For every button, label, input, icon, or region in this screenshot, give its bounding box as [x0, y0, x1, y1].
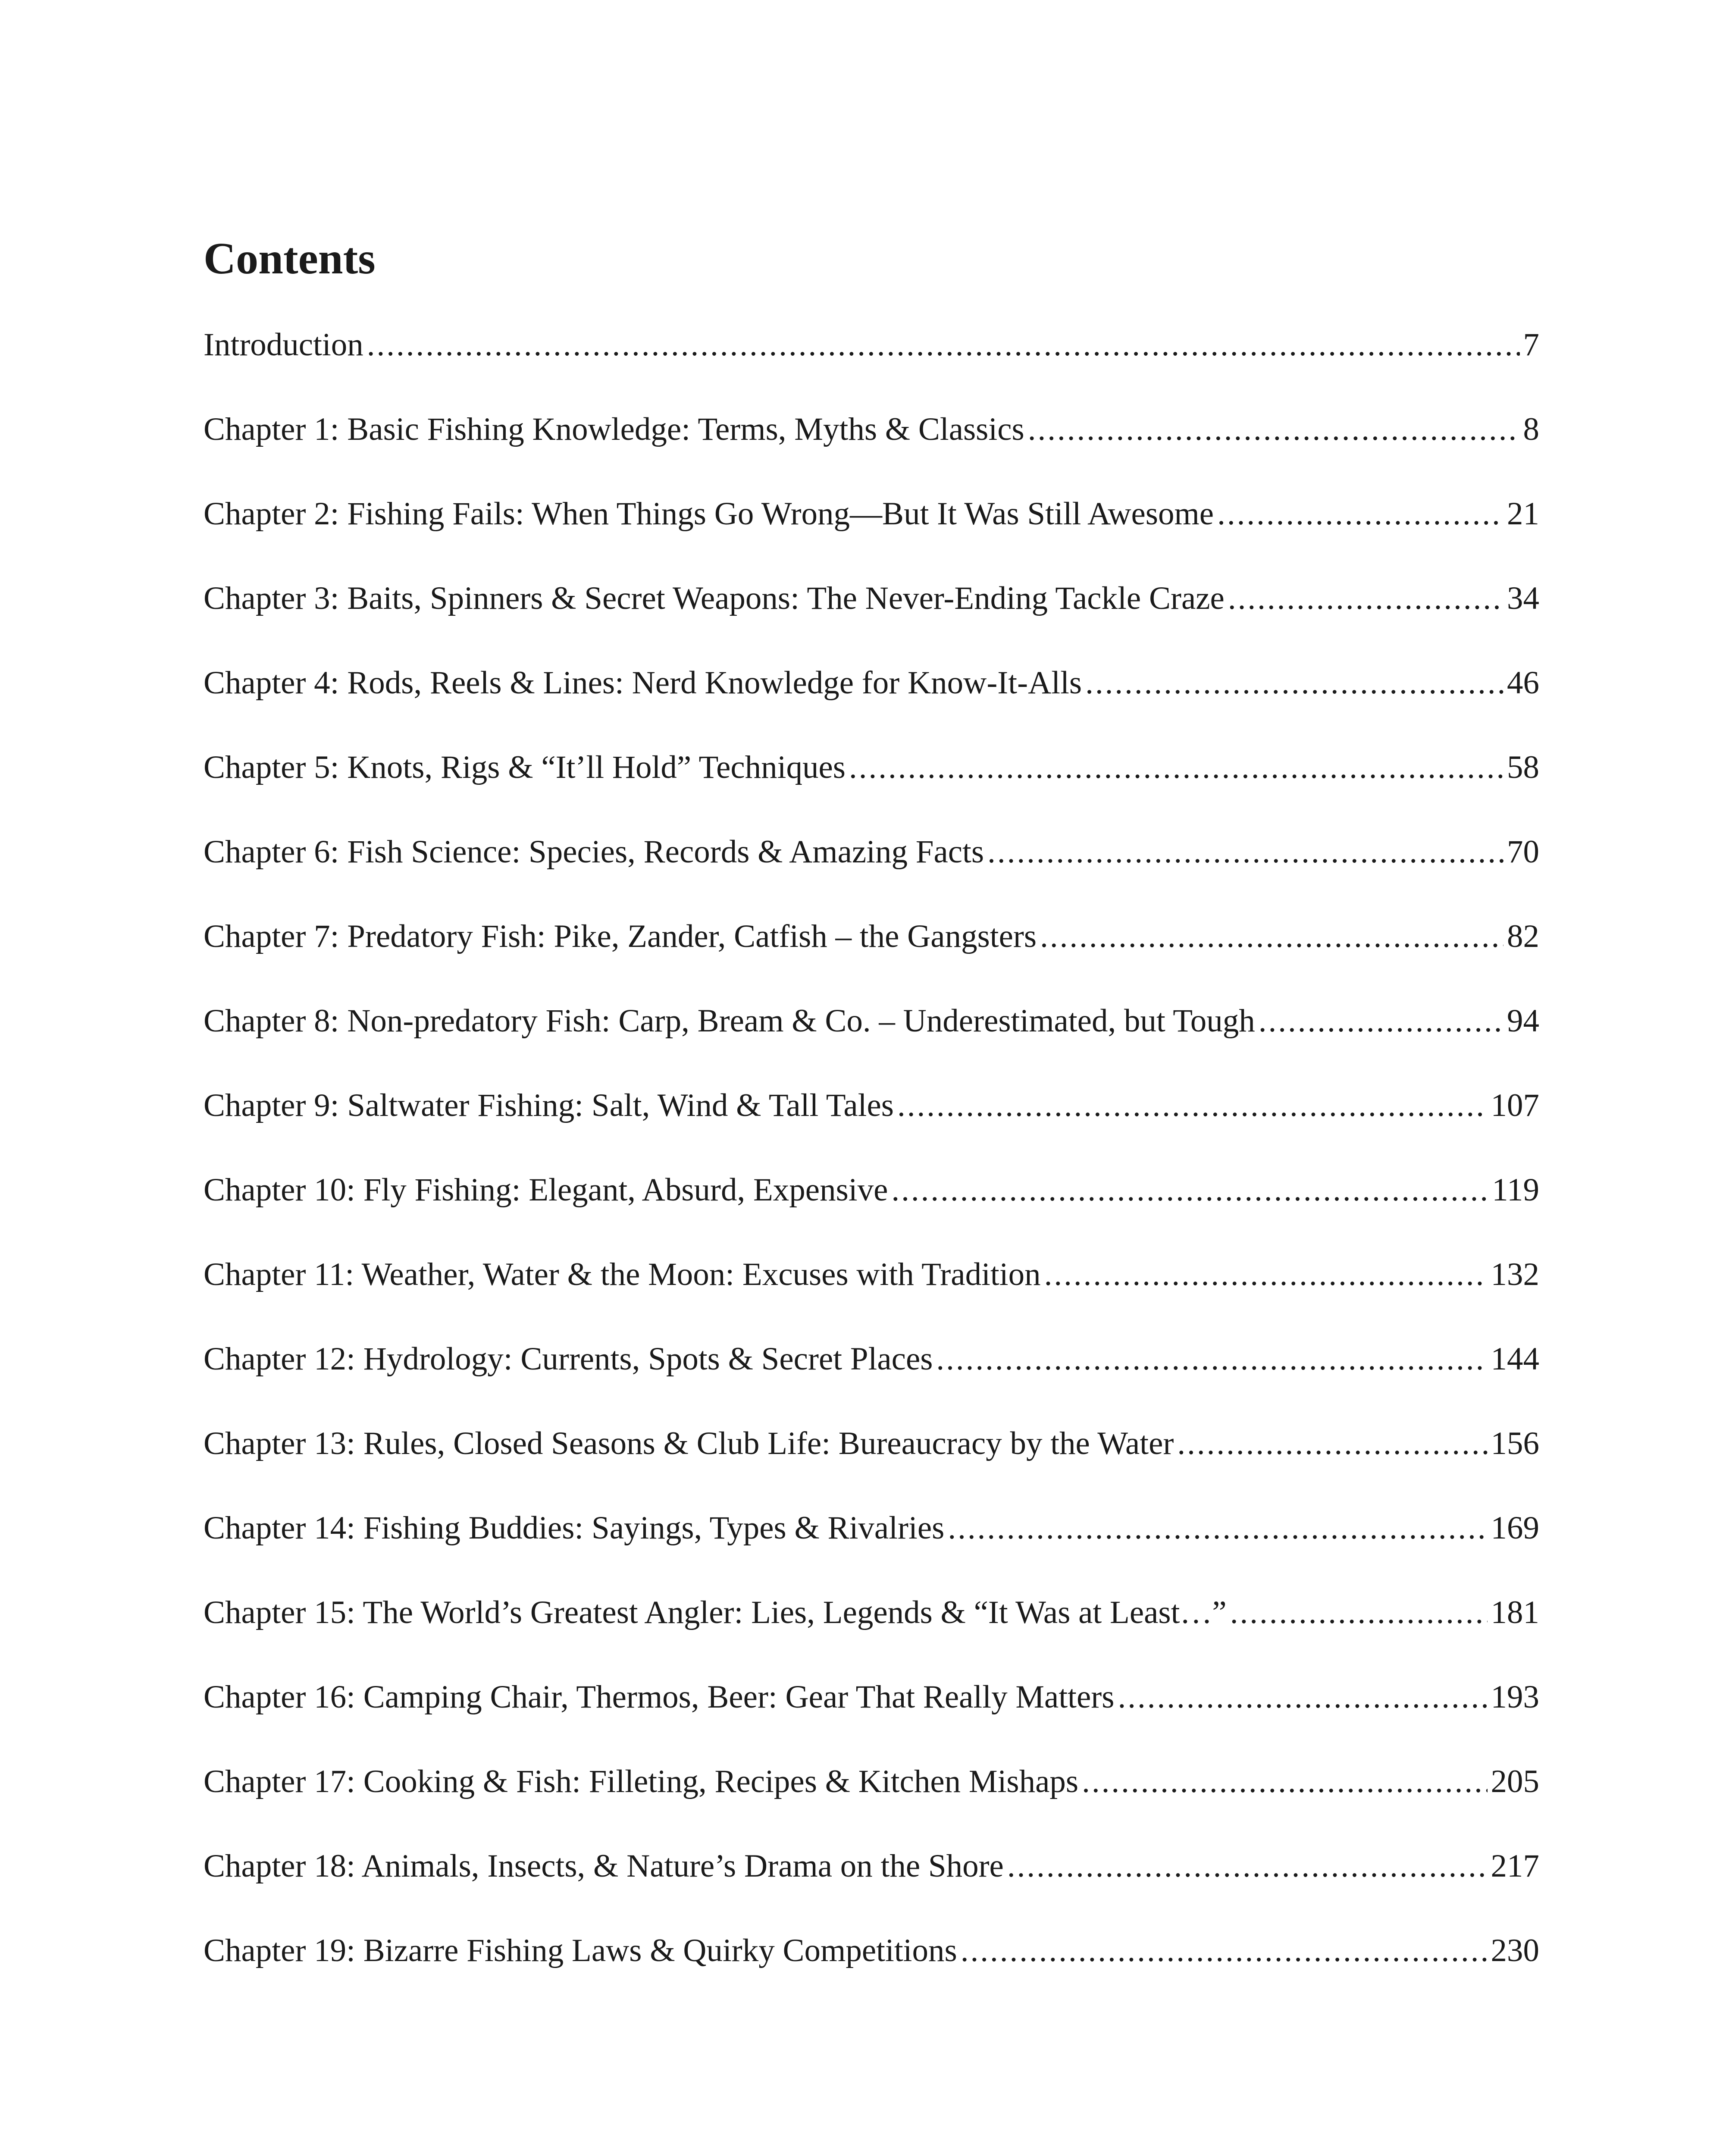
dot-leader: [849, 751, 1503, 783]
toc-entry-chapter-7[interactable]: [204, 920, 1539, 1005]
dot-leader: [1028, 413, 1520, 445]
toc-entry-chapter-15[interactable]: [204, 1596, 1539, 1681]
dot-leader: [936, 1343, 1487, 1375]
toc-entry-label: Chapter 12: Hydrology: Currents, Spots & Secret Places: [204, 1341, 933, 1377]
toc-entry-label: Chapter 4: Rods, Reels & Lines: Nerd Knowledge for Know-It-Alls: [204, 665, 1082, 701]
toc-entry-page-number: 82: [1507, 918, 1539, 954]
toc-entry-chapter-3[interactable]: [204, 582, 1539, 667]
toc-entry-label: Chapter 17: Cooking & Fish: Filleting, Recipes & Kitchen Mishaps: [204, 1764, 1079, 1799]
dot-leader: [1259, 1005, 1503, 1037]
toc-entry-chapter-17[interactable]: [204, 1765, 1539, 1850]
toc-entry-label: Chapter 1: Basic Fishing Knowledge: Terms, Myths & Classics: [204, 411, 1024, 447]
dot-leader: [891, 1174, 1488, 1206]
toc-entry-page-number: 34: [1507, 580, 1539, 616]
toc-entry-page-number: 217: [1491, 1848, 1539, 1884]
toc-entry-page-number: 21: [1507, 496, 1539, 532]
toc-entry-chapter-14[interactable]: [204, 1512, 1539, 1596]
toc-entry-label: Chapter 15: The World’s Greatest Angler: Lies, Legends & “It Was at Least…”: [204, 1595, 1227, 1630]
toc-entry-chapter-10[interactable]: [204, 1174, 1539, 1258]
toc-entry-label: Chapter 16: Camping Chair, Thermos, Beer: Gear That Really Matters: [204, 1679, 1115, 1715]
dot-leader: [1044, 1258, 1488, 1291]
dot-leader: [1085, 667, 1503, 699]
dot-leader: [1230, 1596, 1488, 1629]
dot-leader: [1082, 1765, 1487, 1798]
toc-entry-chapter-16[interactable]: [204, 1681, 1539, 1765]
toc-entry-page-number: 181: [1491, 1595, 1539, 1630]
dot-leader: [1217, 498, 1503, 530]
dot-leader: [1040, 920, 1503, 953]
toc-entry-page-number: 132: [1491, 1257, 1539, 1292]
toc-entry-label: Chapter 11: Weather, Water & the Moon: Excuses with Tradition: [204, 1257, 1041, 1292]
dot-leader: [1177, 1427, 1487, 1460]
toc-entry-chapter-12[interactable]: [204, 1343, 1539, 1427]
toc-entry-introduction[interactable]: [204, 329, 1539, 413]
dot-leader: [367, 329, 1520, 361]
toc-entry-label: Chapter 18: Animals, Insects, & Nature’s Drama on the Shore: [204, 1848, 1004, 1884]
toc-entry-label: Chapter 9: Saltwater Fishing: Salt, Wind & Tall Tales: [204, 1087, 894, 1123]
toc-entry-chapter-9[interactable]: [204, 1089, 1539, 1174]
toc-entry-chapter-8[interactable]: [204, 1005, 1539, 1089]
toc-entry-page-number: 46: [1507, 665, 1539, 701]
toc-entry-page-number: 8: [1523, 411, 1539, 447]
toc-entry-chapter-6[interactable]: [204, 836, 1539, 920]
toc-entry-page-number: 107: [1491, 1087, 1539, 1123]
dot-leader: [1007, 1850, 1488, 1882]
toc-entry-page-number: 58: [1507, 749, 1539, 785]
toc-entry-page-number: 193: [1491, 1679, 1539, 1715]
dot-leader: [987, 836, 1503, 868]
toc-entry-label: Chapter 5: Knots, Rigs & “It’ll Hold” Techniques: [204, 749, 846, 785]
toc-entry-page-number: 205: [1491, 1764, 1539, 1799]
toc-entry-page-number: 169: [1491, 1510, 1539, 1546]
toc-entry-chapter-19[interactable]: [204, 1934, 1539, 2019]
table-of-contents: [204, 329, 1539, 2019]
toc-entry-chapter-13[interactable]: [204, 1427, 1539, 1512]
toc-entry-chapter-18[interactable]: [204, 1850, 1539, 1934]
toc-entry-chapter-4[interactable]: [204, 667, 1539, 751]
toc-entry-page-number: 7: [1523, 327, 1539, 363]
toc-entry-label: Chapter 19: Bizarre Fishing Laws & Quirky Competitions: [204, 1933, 957, 1968]
page-title: Contents: [204, 234, 376, 283]
toc-entry-page-number: 119: [1492, 1172, 1539, 1208]
toc-entry-label: Chapter 14: Fishing Buddies: Sayings, Types & Rivalries: [204, 1510, 945, 1546]
dot-leader: [961, 1934, 1488, 1967]
toc-entry-page-number: 70: [1507, 834, 1539, 870]
toc-entry-label: Chapter 3: Baits, Spinners & Secret Weapons: The Never-Ending Tackle Craze: [204, 580, 1225, 616]
dot-leader: [897, 1089, 1488, 1122]
toc-entry-page-number: 230: [1491, 1933, 1539, 1968]
toc-entry-page-number: 144: [1491, 1341, 1539, 1377]
toc-entry-page-number: 156: [1491, 1426, 1539, 1461]
toc-entry-label: Chapter 10: Fly Fishing: Elegant, Absurd, Expensive: [204, 1172, 888, 1208]
toc-entry-chapter-5[interactable]: [204, 751, 1539, 836]
dot-leader: [948, 1512, 1487, 1544]
toc-entry-label: Chapter 6: Fish Science: Species, Records & Amazing Facts: [204, 834, 984, 870]
toc-entry-label: Chapter 2: Fishing Fails: When Things Go Wrong—But It Was Still Awesome: [204, 496, 1214, 532]
dot-leader: [1118, 1681, 1487, 1713]
toc-entry-label: Introduction: [204, 327, 363, 363]
toc-entry-chapter-11[interactable]: [204, 1258, 1539, 1343]
toc-entry-label: Chapter 13: Rules, Closed Seasons & Club Life: Bureaucracy by the Water: [204, 1426, 1174, 1461]
toc-entry-label: Chapter 7: Predatory Fish: Pike, Zander, Catfish – the Gangsters: [204, 918, 1037, 954]
toc-entry-label: Chapter 8: Non-predatory Fish: Carp, Bream & Co. – Underestimated, but Tough: [204, 1003, 1255, 1039]
toc-entry-page-number: 94: [1507, 1003, 1539, 1039]
dot-leader: [1228, 582, 1503, 614]
toc-entry-chapter-2[interactable]: [204, 498, 1539, 582]
toc-entry-chapter-1[interactable]: [204, 413, 1539, 498]
